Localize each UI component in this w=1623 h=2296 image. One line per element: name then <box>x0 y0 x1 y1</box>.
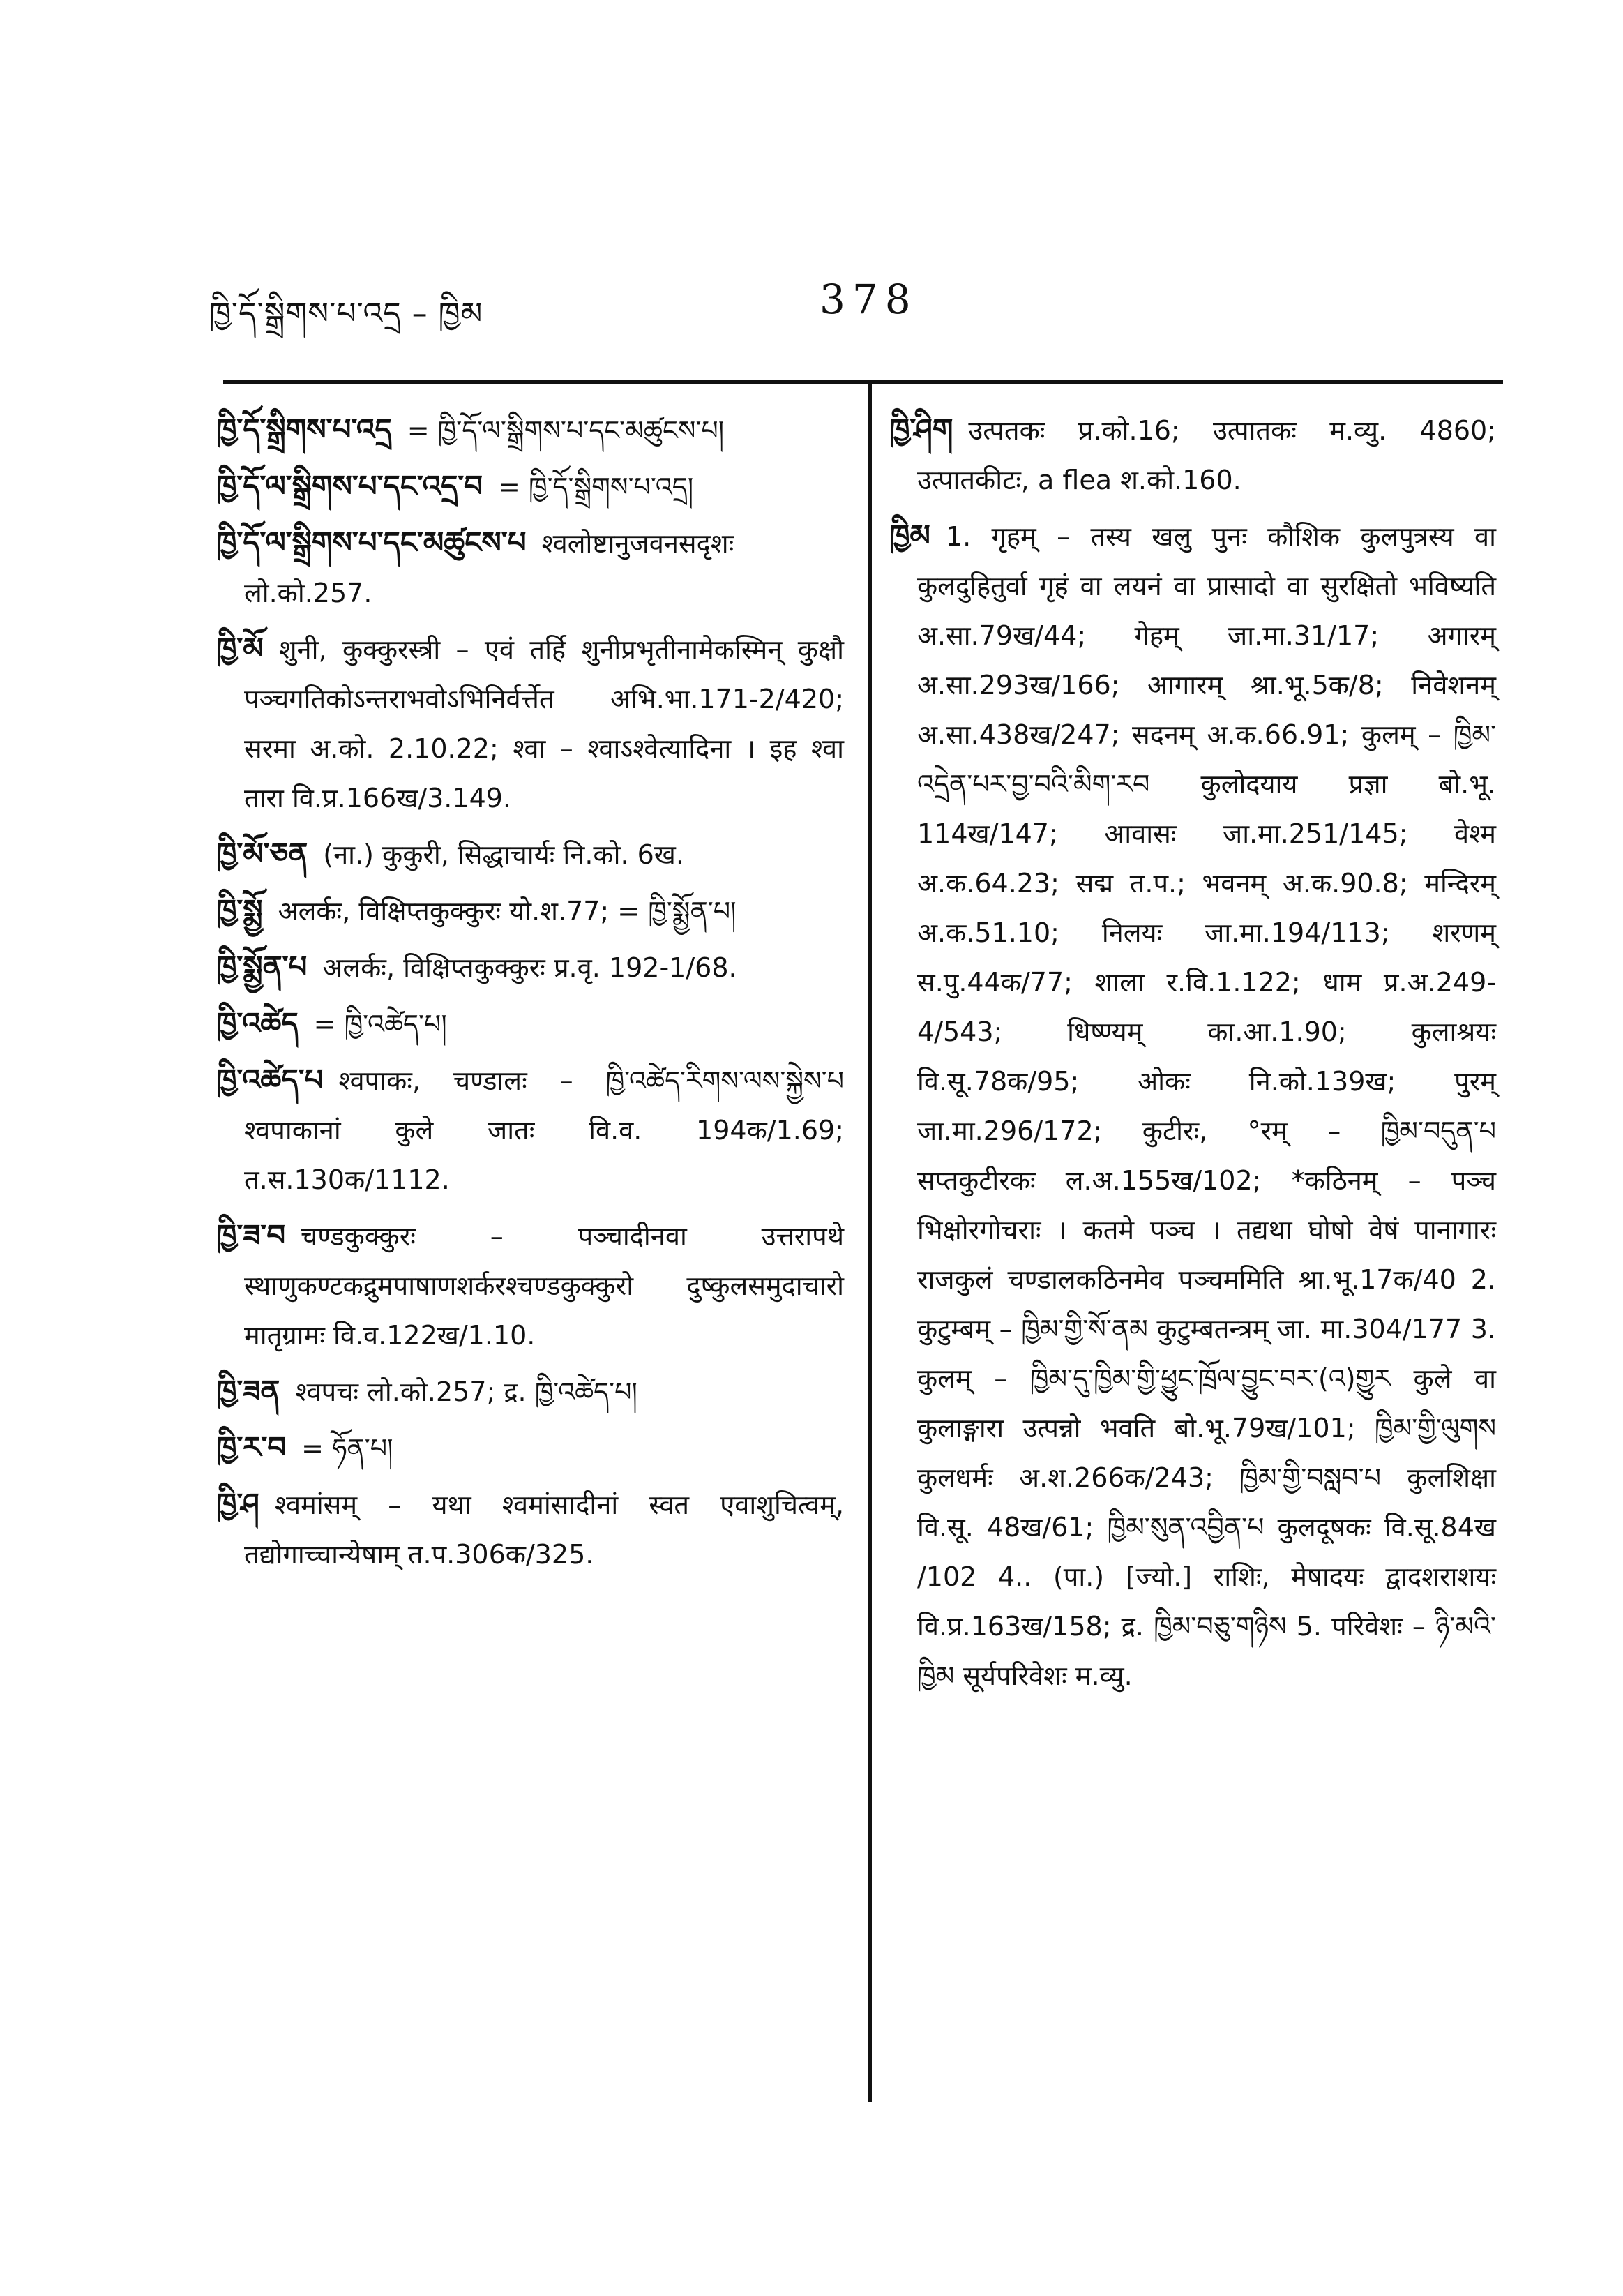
entry-definition: (ना.) कुकुरी, सिद्धाचार्यः नि.को. 6ख. <box>323 839 684 870</box>
entry-headword: ཁྱི་ཟན <box>216 1374 280 1408</box>
entry-definition: चण्डकुक्कुरः – पञ्चादीनवा उत्तरापथे स्थाणुकण्टकद्रुमपाषाणशर्करश्चण्डकुक्कुरो दुष्कुलसमुदाचारो मातृग्रामः वि.व.122ख/1.10. <box>244 1221 844 1351</box>
entry-headword: ཁྱི་སྨྱོན་པ <box>216 950 308 984</box>
entry-definition: श्वपाकः, चण्डालः – ཁྱི་འཚེད་རིགས་ལས་སྐྱེས་པ श्वपाकानां कुले जातः वि.व. 194क/1.69; त.स.130क/1112. <box>244 1065 844 1195</box>
header-rule <box>223 380 1503 384</box>
column-divider <box>868 382 872 2102</box>
entry-definition: श्वपचः लो.को.257; द्र. ཁྱི་འཚེད་པ། <box>295 1376 637 1407</box>
entry-headword: ཁྱི་དོ་སྒྲིགས་པ་འདྲ <box>216 412 392 447</box>
entry-headword: ཁྱི་ཤིག <box>889 412 953 447</box>
dictionary-entry <box>889 511 1496 1701</box>
dictionary-entry <box>216 829 844 880</box>
entry-definition: श्वमांसम् – यथा श्वमांसादीनां स्वत एवाशुचित्वम्, तद्योगाच्चान्येषाम् त.प.306क/325. <box>244 1490 844 1570</box>
left-column <box>216 405 844 1585</box>
entry-definition: अलर्कः, विक्षिप्तकुक्कुरः प्र.वृ. 192-1/68. <box>322 952 737 983</box>
entry-headword: ཁྱི་ར་བ <box>216 1430 287 1464</box>
dictionary-entry <box>889 405 1496 505</box>
dictionary-entry <box>216 1479 844 1580</box>
entry-definition: अलर्कः, विक्षिप्तकुक्कुरः यो.श.77; = ཁྱི་སྨྱོན་པ། <box>278 896 737 926</box>
entry-definition: श्वलोष्टानुजवनसदृशः लो.को.257. <box>244 528 734 608</box>
dictionary-entry <box>216 942 844 993</box>
entry-definition: = ཁྱི་དོ་ལ་སྒྲིགས་པ་དང་མཚུངས་པ། <box>407 415 725 446</box>
right-column <box>889 405 1496 1706</box>
entry-definition: उत्पतकः प्र.को.16; उत्पातकः म.व्यु. 4860; उत्पातकीटः, a flea श.को.160. <box>917 415 1496 495</box>
entry-headword: ཁྱི་འཚེད་པ <box>216 1063 324 1097</box>
dictionary-entry <box>216 1366 844 1417</box>
entry-definition: = ཧོན་པ། <box>301 1433 393 1464</box>
dictionary-entry <box>216 1210 844 1360</box>
dictionary-entry <box>216 624 844 823</box>
dictionary-entry <box>216 518 844 618</box>
dictionary-entry <box>216 1423 844 1473</box>
entry-headword: ཁྱི་མོ་ཅན <box>216 836 308 871</box>
entry-headword: ཁྱི་མོ <box>216 631 264 666</box>
dictionary-entry <box>216 461 844 512</box>
entry-headword: ཁྱི་སྨྱོ <box>216 893 263 927</box>
dictionary-entry <box>216 405 844 456</box>
entry-headword: ཁྱི་དོ་ལ་སྒྲིགས་པ་དང་མཚུངས་པ <box>216 525 527 560</box>
dictionary-entry <box>216 998 844 1049</box>
entry-definition: 1. गृहम् – तस्य खलु पुनः कौशिक कुलपुत्रस्य वा कुलदुहितुर्वा गृहं वा लयनं वा प्रासादो वा सुरक्षितो भविष्यति अ.सा.79ख/44; गेहम् जा.मा.31/17; अगारम् अ.सा.293ख/166; आगारम् श्रा.भू.5क/8; निवेशनम् अ.सा.438ख/247; सदनम् अ.क.66.91; कुलम् – ཁྱིམ་འདྲེན་པར་བྱ་བའི་མིག་རབ कुलोदयाय प्रज्ञा बो.भू. 114ख/147; आवासः जा.मा.251/145; वेश्म अ.क.64.23; सद्म त.प.; भवनम् अ.क.90.8; मन्दिरम् अ.क.51.10; निलयः जा.मा.194/113; शरणम् स.पु.44क/77; शाला र.वि.1.122; धाम प्र.अ.249-4/543; धिष्ण्यम् का.आ.1.90; कुलाश्रयः वि.सू.78क/95; ओकः नि.को.139ख; पुरम् जा.मा.296/172; कुटीरः, °रम् – ཁྱིམ་བདུན་པ सप्तकुटीरकः ल.अ.155ख/102; *कठिनम् – पञ्च भिक्षोरगोचराः । कतमे पञ्च । तद्यथा घोषो वेषं पानागारः राजकुलं चण्डालकठिनमेव पञ्चममिति श्रा.भू.17क/40 2. कुटुम्बम् – ཁྱིམ་གྱི་སོ་ནམ कुटुम्बतन्त्रम् जा. मा.304/177 3. कुलम् – ཁྱིམ་དུ་ཁྱིམ་གྱི་ཕྱུང་ཁྲོལ་བྱུང་བར་(འ)གྱུར कुले वा कुलाङ्गारा उत्पन्नो भवति बो.भू.79ख/101; ཁྱིམ་གྱི་ལུགས कुलधर्मः अ.श.266क/243; ཁྱིམ་གྱི་བསླབ་པ कुलशिक्षा वि.सू. 48ख/61; ཁྱིམ་སུན་འབྱིན་པ कुलदूषकः वि.सू.84ख /102 4.. (पा.) [ज्यो.] राशिः, मेषादयः द्वादशराशयः वि.प्र.163ख/158; द्र. ཁྱིམ་བཅུ་གཉིས 5. परिवेशः – ཉི་མའི་ཁྱིམ सूर्यपरिवेशः म.व्यु. <box>917 521 1496 1691</box>
entry-headword: ཁྱི་ཟ་བ <box>216 1218 286 1252</box>
entry-definition: = ཁྱི་འཚེད་པ། <box>313 1009 447 1040</box>
dictionary-entry <box>216 1055 844 1205</box>
entry-headword: ཁྱི་ཤ <box>216 1487 259 1521</box>
entry-headword: ཁྱི་འཚེད <box>216 1006 299 1040</box>
entry-headword: ཁྱི་དོ་ལ་སྒྲིགས་པ་དང་འདྲ་བ <box>216 469 483 503</box>
page-number: 378 <box>820 276 918 323</box>
entry-definition: शुनी, कुक्कुरस्त्री – एवं तर्हि शुनीप्रभृतीनामेकस्मिन् कुक्षौ पञ्चगतिकोऽन्तराभवोऽभिनिर्वर्त्तेत अभि.भा.171-2/420; सरमा अ.को. 2.10.22; श्वा – श्वाऽश्वेत्यादिना । इह श्वा तारा वि.प्र.166ख/3.149. <box>244 634 844 813</box>
running-head: ཁྱི་དོ་སྒྲིགས་པ་འདྲ – ཁྱིམ <box>209 296 483 331</box>
entry-headword: ཁྱིམ <box>889 518 930 553</box>
dictionary-entry <box>216 885 844 936</box>
entry-definition: = ཁྱི་དོ་སྒྲིགས་པ་འདྲ། <box>498 472 694 502</box>
